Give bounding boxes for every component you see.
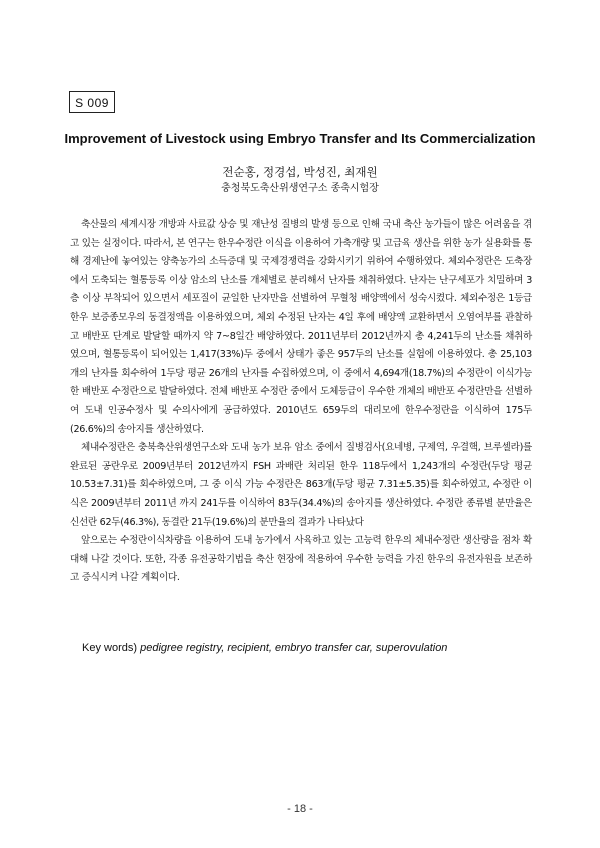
page-number: - 18 - — [287, 803, 313, 815]
affiliation: 충청북도축산위생연구소 종축시험장 — [221, 183, 379, 194]
paper-title: Improvement of Livestock using Embryo Transfer and Its Commercialization — [64, 131, 536, 146]
abstract-body — [70, 216, 532, 588]
keywords-line — [82, 640, 542, 656]
abstract-paragraph: 앞으로는 수정란이식차량을 이용하여 도내 농가에서 사육하고 있는 고능력 한우의 체내수정란 생산량을 점차 확대해 나갈 것이다. 또한, 각종 유전공학기법을 축산 현장에 적용하여 우수한 능력을 가진 한우의 유전자원을 보존하고 증식시켜 나갈 계획이다. — [70, 535, 532, 584]
abstract-paragraph: 체내수정란은 충북축산위생연구소와 도내 농가 보유 암소 중에서 질병검사(요네병, 구제역, 우결핵, 브루셀라)를 완료된 공란우로 2009년부터 2012년까지 FSH 과배란 처리된 한우 118두에서 1,243개의 수정란(두당 평균 10.53±7.31)를 회수하였으며, 그 중 이식 가능 수정란은 863개(두당 평균 7.31±5.35)를 회수하였고, 수정란 이식은 2009년부터 2011년 까지 241두를 이식하여 83두(34.4%)의 송아지를 생산하였다. 수정란 종류별 분만율은 신선란 62두(46.3%), 동결란 21두(19.6%)의 분만율의 결과가 나타났다 — [70, 442, 532, 528]
keywords-label: Key words) — [82, 642, 138, 654]
keywords-values: pedigree registry, recipient, embryo transfer car, superovulation — [140, 642, 448, 654]
abstract-paragraph: 축산물의 세계시장 개방과 사료값 상승 및 재난성 질병의 발생 등으로 인해 국내 축산 농가들이 많은 어려움을 겪고 있는 실정이다. 따라서, 본 연구는 한우수정란 이식을 이용하여 가축개량 및 고급육 생산을 위한 농가 실용화를 통해 경제난에 놓여있는 양축농가의 소득증대 및 국제경쟁력을 강화시키기 위하여 수행하였다. 체외수정란은 도축장에서 도축되는 혈통등록 이상 암소의 난소를 개체별로 분리해서 난자를 채취하였다. 난자는 난구세포가 치밀하며 3층 이상 부착되어 있으면서 세포질이 균일한 난자만을 선별하여 무혈청 배양액에서 성숙시켰다. 체외수정은 1등급 한우 보증종모우의 동결정액을 이용하였으며, 체외 수정된 난자는 4일 후에 배양액 교환하면서 오염여부를 관찰하고 배반포 단계로 발달할 때까지 약 7~8일간 배양하였다. 2011년부터 2012년까지 총 4,241두의 난소를 채취하였으며, 혈통등록이 되어있는 1,417(33%)두 중에서 상태가 좋은 957두의 난소를 실험에 이용하였다. 총 25,103개의 난자를 회수하여 1두당 평균 26개의 난자를 수집하였으며, 이 중에서 4,694개(18.7%)의 수정란이 이식가능한 배반포 수정란으로 발달하였다. 전체 배반포 수정란 중에서 도체등급이 우수한 개체의 배반포 수정란만을 선별하여 도내 인공수정사 및 수의사에게 공급하였다. 2010년도 659두의 대리모에 한우수정란을 이식하여 175두(26.6%)의 송아지를 생산하였다. — [70, 219, 532, 435]
authors: 전순홍, 정경섭, 박성진, 최재원 — [222, 165, 378, 179]
abstract-code-box: S 009 — [69, 91, 115, 113]
